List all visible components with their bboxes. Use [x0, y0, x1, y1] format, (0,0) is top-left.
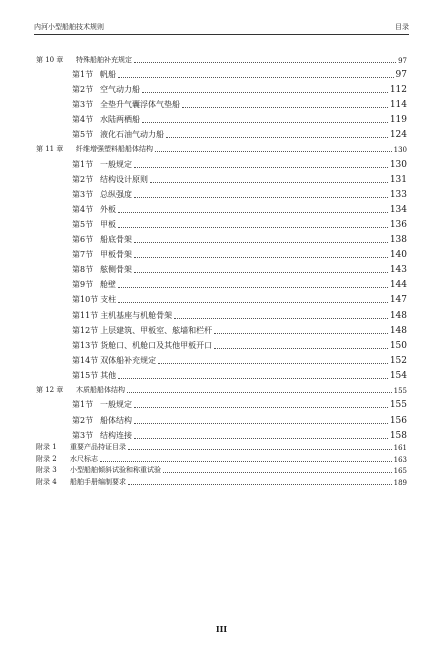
dot-leader [134, 438, 388, 439]
toc-entry-title: 双体船补充规定 [100, 355, 157, 365]
toc-entry-title: 其他 [100, 370, 117, 380]
toc-entry-title: 甲板骨架 [100, 250, 132, 260]
toc-entry-label: 附录 4 [36, 477, 57, 486]
dot-leader [118, 227, 388, 228]
toc-entry-label: 第2节 [72, 84, 94, 94]
dot-leader [134, 197, 388, 198]
toc-entry-page: 124 [389, 129, 407, 140]
toc-entry-page: 138 [389, 235, 407, 246]
toc-entry-label: 附录 2 [36, 454, 57, 463]
toc-entry-title: 帆船 [100, 69, 116, 79]
toc-entry-page: 154 [389, 370, 407, 381]
toc-entry-title: 一般规定 [100, 400, 132, 410]
toc-entry-page: 144 [389, 280, 407, 291]
toc-entry-page: 156 [389, 415, 407, 426]
toc-entry-chapter[interactable] [36, 381, 407, 396]
toc-entry-label: 第1节 [72, 159, 94, 169]
toc-entry-page: 148 [389, 310, 407, 321]
toc-entry-label: 第4节 [72, 204, 94, 214]
toc-entry-label: 附录 1 [36, 443, 57, 452]
toc-entry-page: 133 [389, 189, 407, 200]
dot-leader [134, 423, 388, 424]
toc-entry-label: 第6节 [72, 235, 94, 245]
toc-entry-section[interactable] [36, 125, 407, 140]
toc-entry-page: 148 [389, 325, 407, 336]
toc-entry-page: 143 [389, 265, 407, 276]
toc-entry-title: 水尺标志 [70, 454, 98, 463]
toc-entry-label: 第 10 章 [36, 55, 64, 64]
toc-entry-label: 第13节 [72, 340, 99, 350]
toc-entry-section[interactable] [36, 426, 407, 441]
toc-entry-page: 152 [389, 355, 407, 366]
dot-leader [150, 182, 388, 183]
dot-leader [155, 151, 392, 152]
toc-entry-title: 结构设计原则 [100, 174, 148, 184]
dot-leader [118, 302, 388, 303]
dot-leader [127, 392, 392, 393]
toc-entry-title: 全垫升气囊浮体气垫船 [100, 99, 180, 109]
toc-entry-page: 165 [393, 467, 407, 476]
dot-leader [214, 348, 388, 349]
toc-entry-title: 水陆两栖船 [100, 114, 140, 124]
dot-leader [142, 122, 388, 123]
dot-leader [182, 107, 388, 108]
toc-entry-section[interactable] [36, 321, 407, 336]
toc-entry-title: 支柱 [100, 295, 117, 305]
toc-entry-page: 189 [393, 478, 407, 487]
toc-entry-section[interactable] [36, 65, 407, 80]
toc-entry-section[interactable] [36, 305, 407, 320]
toc-entry-section[interactable] [36, 215, 407, 230]
toc-entry-title: 舱壁 [100, 280, 116, 290]
toc-entry-section[interactable] [36, 260, 407, 275]
toc-entry-label: 第 12 章 [36, 386, 64, 395]
toc-entry-title: 一般规定 [100, 159, 132, 169]
toc-entry-page: 147 [389, 295, 407, 306]
toc-entry-label: 第10节 [72, 295, 99, 305]
dot-leader [166, 137, 388, 138]
toc-entry-title: 纤维增强塑料船船体结构 [76, 145, 153, 154]
toc-entry-section[interactable] [36, 200, 407, 215]
toc-entry-page: 136 [389, 219, 407, 230]
dot-leader [134, 62, 396, 63]
toc-entry-chapter[interactable] [36, 140, 407, 155]
toc-entry-title: 船舶手册编制要求 [70, 477, 126, 486]
dot-leader [163, 472, 392, 473]
toc-entry-section[interactable] [36, 95, 407, 110]
toc-entry-section[interactable] [36, 170, 407, 185]
table-of-contents [36, 50, 407, 487]
toc-entry-page: 112 [389, 84, 407, 95]
header-section-title: 目录 [395, 23, 409, 31]
dot-leader [100, 461, 392, 462]
toc-entry-title: 船底骨架 [100, 235, 132, 245]
toc-entry-page: 150 [389, 340, 407, 351]
toc-entry-title: 空气动力船 [100, 84, 140, 94]
toc-entry-label: 第8节 [72, 265, 94, 275]
toc-entry-page: 140 [389, 250, 407, 261]
toc-entry-title: 结构连接 [100, 430, 132, 440]
dot-leader [158, 363, 388, 364]
toc-entry-section[interactable] [36, 230, 407, 245]
toc-entry-page: 97 [398, 56, 407, 65]
toc-entry-page: 155 [393, 387, 407, 396]
toc-entry-label: 第2节 [72, 415, 94, 425]
toc-entry-title: 外板 [100, 204, 116, 214]
header-book-title: 内河小型船舶技术规则 [34, 23, 104, 31]
toc-entry-section[interactable] [36, 275, 407, 290]
toc-entry-label: 第14节 [72, 355, 99, 365]
toc-entry-label: 第9节 [72, 280, 94, 290]
toc-entry-label: 第5节 [72, 129, 94, 139]
toc-entry-page: 119 [389, 114, 407, 125]
dot-leader [118, 212, 388, 213]
toc-entry-appendix[interactable] [36, 464, 407, 476]
toc-entry-section[interactable] [36, 351, 407, 366]
toc-entry-title: 货舱口、机舱口及其他甲板开口 [100, 340, 213, 350]
toc-entry-title: 总纵强度 [100, 189, 132, 199]
toc-entry-title: 小型船舶倾斜试验和称重试验 [70, 466, 161, 475]
dot-leader [128, 484, 392, 485]
toc-entry-label: 附录 3 [36, 466, 57, 475]
toc-entry-label: 第12节 [72, 325, 99, 335]
toc-entry-title: 特殊船舶补充规定 [76, 55, 132, 64]
toc-entry-label: 第5节 [72, 219, 94, 229]
dot-leader [214, 333, 388, 334]
toc-entry-page: 134 [389, 204, 407, 215]
toc-entry-title: 甲板 [100, 219, 116, 229]
toc-entry-appendix[interactable] [36, 441, 407, 453]
toc-entry-label: 第3节 [72, 189, 94, 199]
toc-entry-appendix[interactable] [36, 452, 407, 464]
toc-entry-page: 114 [389, 99, 407, 110]
toc-entry-chapter[interactable] [36, 50, 407, 65]
toc-entry-section[interactable] [36, 185, 407, 200]
toc-entry-page: 97 [395, 69, 407, 80]
dot-leader [134, 272, 388, 273]
toc-entry-label: 第 11 章 [36, 145, 64, 154]
dot-leader [134, 167, 388, 168]
toc-entry-title: 上层建筑、甲板室、舷墙和栏杆 [100, 325, 213, 335]
dot-leader [134, 407, 388, 408]
toc-entry-label: 第4节 [72, 114, 94, 124]
toc-entry-label: 第2节 [72, 174, 94, 184]
toc-entry-section[interactable] [36, 245, 407, 260]
toc-entry-section[interactable] [36, 395, 407, 410]
toc-entry-section[interactable] [36, 80, 407, 95]
toc-entry-title: 主机基座与机舱骨架 [100, 310, 173, 320]
toc-entry-title: 液化石油气动力船 [100, 129, 164, 139]
dot-leader [134, 257, 388, 258]
toc-entry-appendix[interactable] [36, 475, 407, 487]
dot-leader [174, 318, 388, 319]
toc-entry-page: 131 [389, 174, 407, 185]
toc-entry-label: 第3节 [72, 430, 94, 440]
toc-entry-page: 155 [389, 400, 407, 411]
toc-entry-page: 130 [389, 159, 407, 170]
toc-entry-title: 重要产品持证目录 [70, 443, 126, 452]
toc-entry-title: 舷侧骨架 [100, 265, 132, 275]
toc-entry-section[interactable] [36, 290, 407, 305]
toc-entry-page: 161 [393, 444, 407, 453]
toc-entry-label: 第1节 [72, 400, 94, 410]
toc-entry-label: 第3节 [72, 99, 94, 109]
toc-entry-page: 130 [393, 146, 407, 155]
toc-entry-label: 第15节 [72, 370, 99, 380]
toc-entry-title: 船体结构 [100, 415, 132, 425]
dot-leader [128, 449, 392, 450]
toc-entry-label: 第1节 [72, 69, 94, 79]
running-header [34, 20, 409, 35]
dot-leader [142, 92, 388, 93]
dot-leader [118, 77, 394, 78]
toc-entry-section[interactable] [36, 154, 407, 169]
toc-entry-label: 第7节 [72, 250, 94, 260]
dot-leader [134, 242, 388, 243]
toc-entry-section[interactable] [36, 366, 407, 381]
toc-entry-title: 木质船船体结构 [76, 386, 125, 395]
toc-entry-section[interactable] [36, 336, 407, 351]
toc-entry-label: 第11节 [72, 310, 99, 320]
dot-leader [118, 378, 388, 379]
page-number: III [215, 624, 228, 634]
dot-leader [118, 287, 388, 288]
toc-entry-page: 158 [389, 430, 407, 441]
toc-entry-section[interactable] [36, 110, 407, 125]
toc-entry-page: 163 [393, 455, 407, 464]
toc-entry-section[interactable] [36, 410, 407, 425]
